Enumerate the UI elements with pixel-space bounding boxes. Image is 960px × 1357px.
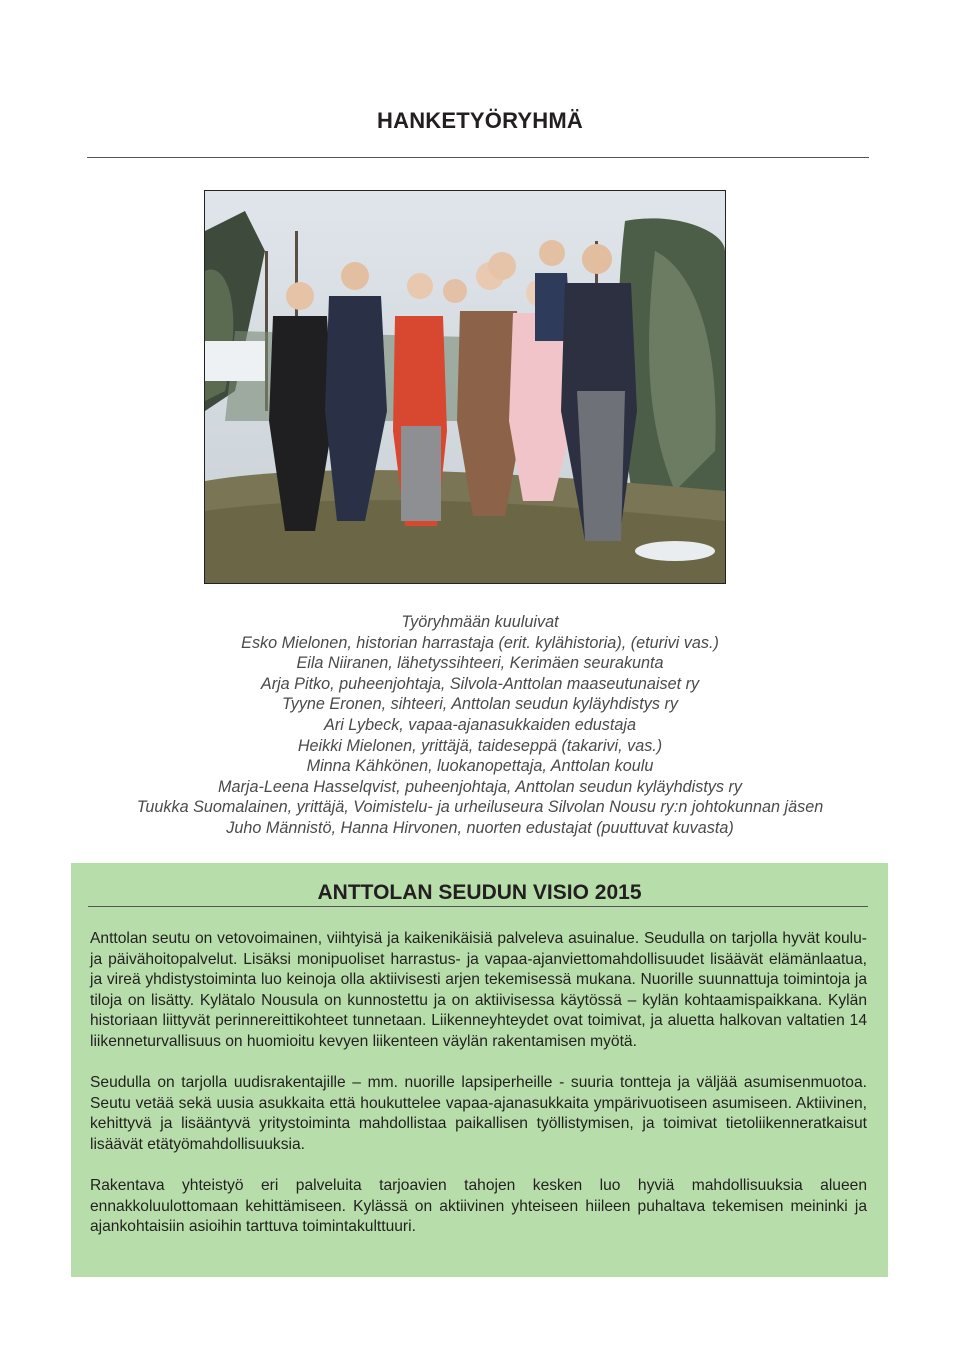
caption-line: Heikki Mielonen, yrittäjä, taideseppä (takarivi, vas.) — [297, 736, 663, 755]
vision-body — [90, 929, 867, 1259]
caption-line: Eila Niiranen, lähetyssihteeri, Kerimäen seurakunta — [296, 654, 664, 673]
vision-title: ANTTOLAN SEUDUN VISIO 2015 — [317, 881, 642, 904]
caption-line: Ari Lybeck, vapaa-ajanasukkaiden edustaja — [324, 715, 636, 734]
caption-line: Tyyne Eronen, sihteeri, Anttolan seudun kyläyhdistys ry — [282, 695, 678, 714]
caption-line: Tuukka Suomalainen, yrittäjä, Voimistelu- ja urheiluseura Silvolan Nousu ry:n johtokunnan jäsen — [136, 798, 824, 817]
vision-divider — [88, 906, 868, 907]
photo-caption — [40, 612, 920, 839]
vision-paragraph: Rakentava yhteistyö eri palveluita tarjoavien tahojen kesken luo hyviä mahdollisuuksia alueen ennakkoluulottomaan kehittämiseen. Kylässä on aktiivinen yhteiseen hiileen puhaltava tekemisen meininki ja ajankohtaisiin asioihin tarttuva toimintakulttuuri. — [90, 1177, 867, 1236]
caption-line: Juho Männistö, Hanna Hirvonen, nuorten edustajat (puuttuvat kuvasta) — [226, 818, 734, 837]
vision-paragraph: Seudulla on tarjolla uudisrakentajille – mm. nuorille lapsiperheille - suuria tontteja ja väljää asumisenmuotoa. Seutu vetää sekä uusia asukkaita että houkuttelee vapaa-ajanasukkaita ympärivuotiseen asumiseen. Aktiivinen, kehittyvä ja lisääntyvä yritystoiminta mahdollistaa paikallisen työllistymisen, ja toimivat tietoliikenneratkaisut lisäävät etätyömahdollisuuksia. — [90, 1074, 867, 1153]
page-title: HANKETYÖRYHMÄ — [377, 108, 583, 133]
caption-line: Esko Mielonen, historian harrastaja (erit. kylähistoria), (eturivi vas.) — [241, 633, 719, 652]
caption-line: Minna Kähkönen, luokanopettaja, Anttolan koulu — [306, 757, 654, 776]
caption-line: Työryhmään kuuluivat — [401, 613, 559, 631]
caption-line: Arja Pitko, puheenjohtaja, Silvola-Anttolan maaseutunaiset ry — [260, 674, 700, 693]
caption-line: Marja-Leena Hasselqvist, puheenjohtaja, Anttolan seudun kyläyhdistys ry — [218, 777, 742, 796]
group-photo — [204, 190, 726, 584]
vision-paragraph: Anttolan seutu on vetovoimainen, viihtyisä ja kaikenikäisiä palveleva asuinalue. Seudulla on tarjolla hyvät koulu- ja päivähoitopalvelut. Lisäksi monipuoliset harrastus- ja vapaa-ajanviettomahdollisuudet lisäävät elämänlaatua, ja vireä yhdistystoiminta luo keinoja olla aktiivisesti arjen tekemisessä mukana. Nuorille suunnattuja toimintoja ja tiloja on lisätty. Kylätalo Nousula on kunnostettu ja on aktiivisessa käytössä – kylän kohtaamispaikkana. Kylän historiaan liittyvät perinnereittikohteet tunnetaan. Liikenneyhteydet ovat toimivat, ja aluetta halkovan valtatien 14 liikenneturvallisuus on huomioitu kevyen liikenteen väylän rakentamisen myötä. — [90, 930, 867, 1050]
title-divider — [87, 157, 869, 158]
vision-section — [71, 863, 888, 1277]
group-photo-illustration — [205, 191, 725, 583]
